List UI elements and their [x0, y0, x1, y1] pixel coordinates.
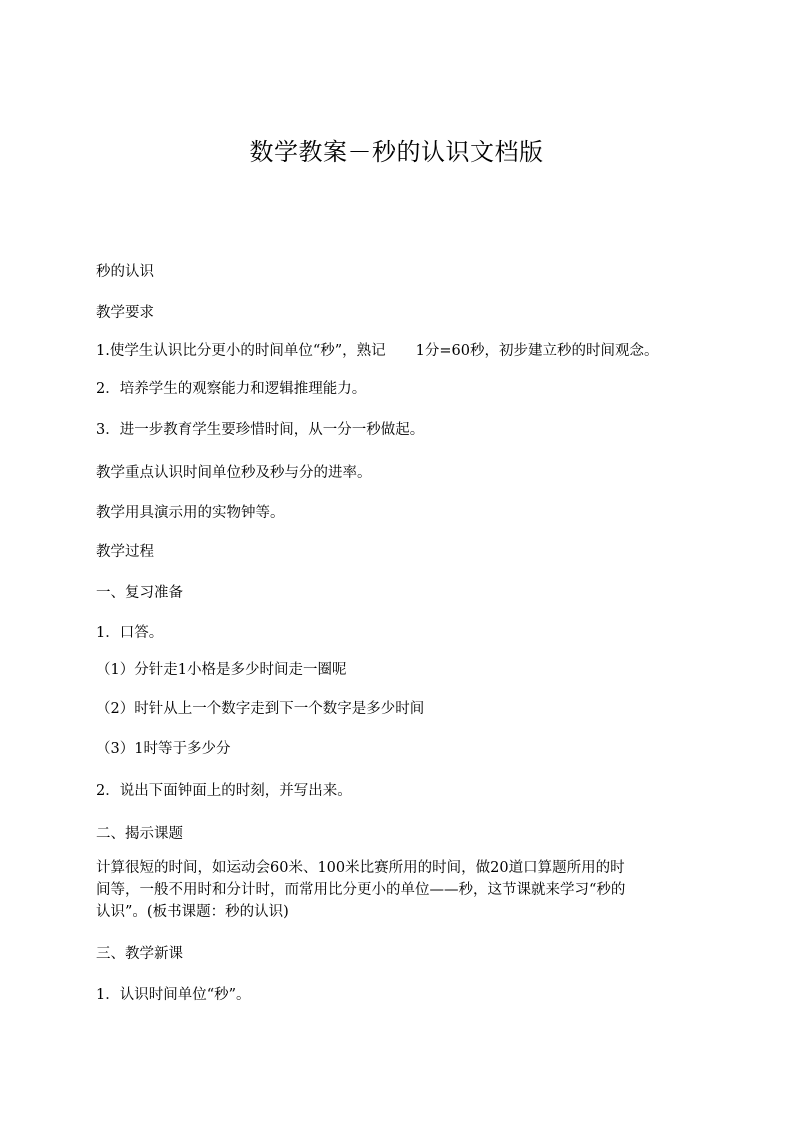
review-question-3: （3）1时等于多少分	[96, 741, 231, 757]
requirement-2: 2．培养学生的观察能力和逻辑推理能力。	[96, 381, 367, 397]
requirement-1	[96, 341, 659, 361]
teaching-tools: 教学用具演示用的实物钟等。	[96, 505, 285, 521]
process-heading: 教学过程	[96, 544, 154, 560]
review-item-2: 2．说出下面钟面上的时刻，并写出来。	[96, 783, 352, 799]
review-item-1: 1．口答。	[96, 625, 164, 641]
document-title: 数学教案－秒的认识文档版	[249, 138, 544, 166]
requirement-3: 3．进一步教育学生要珍惜时间，从一分一秒做起。	[96, 422, 425, 438]
section-1-heading: 一、复习准备	[96, 585, 183, 601]
reveal-line-1: 计算很短的时间，如运动会60米、100米比赛所用的时间，做20道口算题所用的时	[96, 860, 625, 876]
requirements-heading: 教学要求	[96, 305, 154, 321]
review-question-1: （1）分针走1小格是多少时间走一圈呢	[96, 662, 347, 678]
requirement-1-part1: 1.使学生认识比分更小的时间单位“秒”，熟记	[96, 343, 386, 359]
lesson-heading: 秒的认识	[96, 264, 154, 280]
section-2-heading: 二、揭示课题	[96, 826, 183, 842]
reveal-line-2: 间等，一般不用时和分计时，而常用比分更小的单位——秒，这节课就来学习“秒的	[96, 882, 626, 898]
key-point: 教学重点认识时间单位秒及秒与分的进率。	[96, 465, 372, 481]
reveal-line-3: 认识”。(板书课题：秒的认识)	[96, 904, 289, 920]
new-lesson-item-1: 1．认识时间单位“秒”。	[96, 987, 251, 1003]
requirement-1-part2: 1分=60秒，初步建立秒的时间观念。	[415, 343, 659, 359]
review-question-2: （2）时针从上一个数字走到下一个数字是多少时间	[96, 701, 425, 717]
reveal-paragraph	[96, 857, 702, 923]
section-3-heading: 三、教学新课	[96, 946, 183, 962]
